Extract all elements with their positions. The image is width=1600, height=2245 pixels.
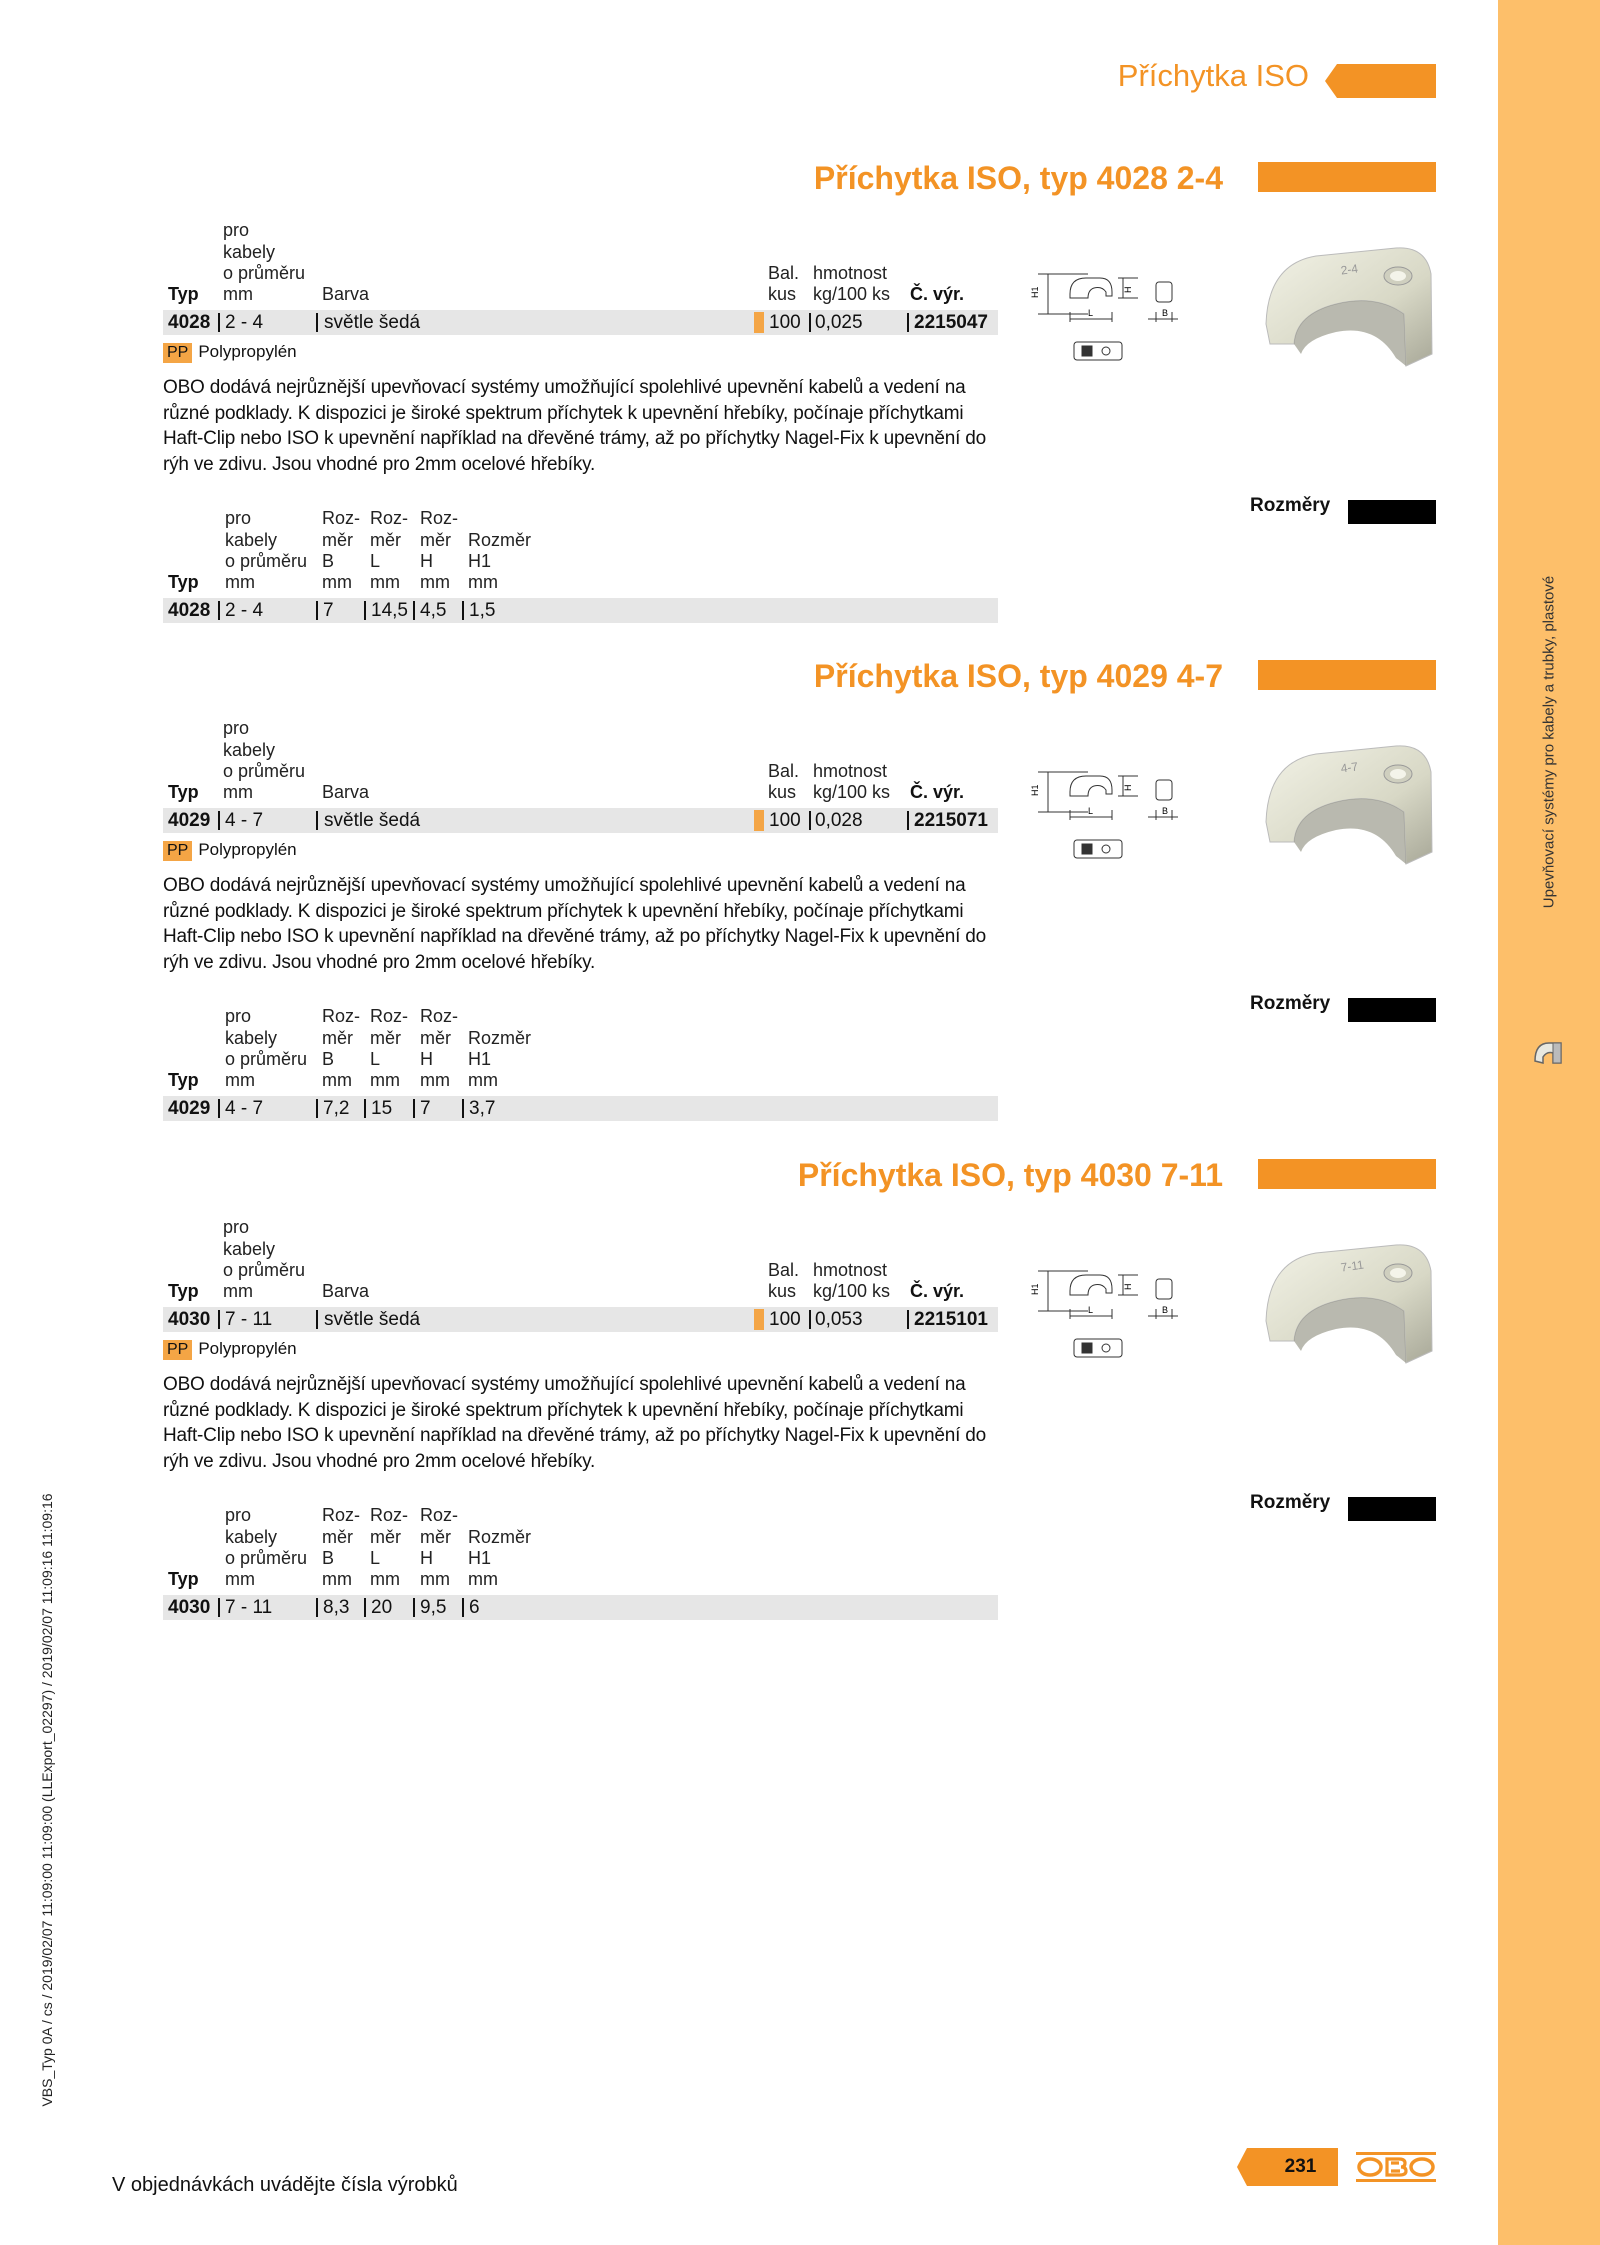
section-title: Příchytka ISO, typ 4028 2-4 (813, 160, 1223, 196)
dim-col-h1-1: Rozměr (468, 529, 532, 550)
rozmery-bar (1348, 1497, 1436, 1521)
table-row (163, 1307, 998, 1332)
col-hmotnost-2: kg/100 ks (813, 782, 891, 802)
dim-col-l-3: L (370, 551, 381, 571)
dim-col-pro-4: mm (225, 572, 255, 592)
col-pro-kabely-3: o průměru (223, 263, 306, 283)
dim-col-h-3: H (420, 1548, 433, 1568)
cell-prumer: 7 - 11 (225, 1309, 273, 1330)
dim-col-pro-1: pro (225, 1006, 252, 1026)
dim-col-h-2: měr (420, 1027, 451, 1048)
dim-cell-h: 9,5 (420, 1597, 447, 1618)
product-section (0, 658, 1498, 1158)
col-pro-kabely-2: kabely (223, 1238, 276, 1259)
col-hmotnost-2: kg/100 ks (813, 1281, 891, 1301)
col-pro-kabely-1: pro (223, 220, 250, 240)
drawing-label-h1: H1 (1030, 286, 1040, 298)
dim-cell-typ: 4028 (168, 600, 211, 621)
col-cislo: Č. výr. (910, 284, 965, 304)
drawing-label-b: B (1162, 806, 1169, 816)
dim-col-pro-2: kabely (225, 1027, 278, 1048)
product-photo (1256, 1241, 1436, 1371)
technical-drawing (1028, 264, 1256, 374)
page-number: 231 (1284, 2156, 1317, 2177)
dim-col-pro-2: kabely (225, 1526, 278, 1547)
cell-barva: světle šedá (324, 312, 421, 333)
cell-hmotnost: 0,028 (815, 810, 863, 831)
dim-col-l-3: L (370, 1548, 381, 1568)
col-pro-kabely-3: o průměru (223, 1260, 306, 1280)
col-pro-kabely-1: pro (223, 1217, 250, 1237)
cell-separator (809, 313, 811, 332)
dim-col-h1-2: H1 (468, 1548, 492, 1568)
cell-separator (809, 1310, 811, 1329)
material-name: Polypropylén (198, 342, 297, 361)
cell-bal: 100 (769, 810, 801, 831)
cell-typ: 4030 (168, 1309, 211, 1330)
material-name: Polypropylén (198, 840, 297, 859)
product-description: OBO dodává nejrůznější upevňovací systémy umožňující spolehlivé upevnění kabelů a vedení na různé podklady. K dispozici je široké spektrum příchytek k upevnění hřebíky, počínaje příchytkami Haft-Clip nebo ISO k upevnění například na dřevěné trámy, až po příchytky Nagel-Fix k upevnění do rýh ve zdivu. Jsou vhodné pro 2mm ocelové hřebíky. (163, 1374, 987, 1472)
material-badge: PP (163, 343, 192, 363)
col-bal-1: Bal. (768, 263, 800, 283)
drawing-label-h: H (1123, 1283, 1133, 1290)
dim-col-l-1: Roz- (370, 1006, 409, 1026)
cell-bal: 100 (769, 1309, 801, 1330)
dim-col-b-4: mm (322, 1070, 352, 1090)
product-section (0, 1157, 1498, 1657)
material-line (163, 1339, 297, 1360)
dim-col-l-1: Roz- (370, 1505, 409, 1525)
cell-separator (218, 1598, 220, 1617)
material-line (163, 342, 297, 363)
col-hmotnost-1: hmotnost (813, 1260, 888, 1280)
dim-col-pro-3: o průměru (225, 551, 308, 571)
cell-separator-accent (754, 810, 764, 831)
cell-separator (462, 1099, 464, 1118)
col-pro-kabely-1: pro (223, 718, 250, 738)
cell-separator (316, 1310, 318, 1329)
col-bal-2: kus (768, 284, 797, 304)
photo-marking: 4-7 (1339, 759, 1359, 776)
dim-col-b-3: B (322, 1049, 335, 1069)
dim-cell-l: 15 (371, 1098, 393, 1119)
col-bal-1: Bal. (768, 761, 800, 781)
dim-cell-prumer: 4 - 7 (225, 1098, 264, 1119)
cell-separator (218, 811, 220, 830)
dim-col-l-4: mm (370, 572, 400, 592)
cell-separator (218, 1310, 220, 1329)
dim-col-h1-3: mm (468, 572, 498, 592)
table-row (163, 1595, 998, 1620)
dim-col-h-4: mm (420, 1569, 450, 1589)
col-typ: Typ (168, 1281, 199, 1301)
cell-separator (364, 1598, 366, 1617)
header-tab (1325, 64, 1436, 98)
obo-logo (1356, 2152, 1436, 2182)
dim-col-b-1: Roz- (322, 508, 361, 528)
product-table (163, 718, 998, 838)
drawing-label-b: B (1162, 308, 1169, 318)
col-pro-kabely-2: kabely (223, 739, 276, 760)
col-bal-2: kus (768, 782, 797, 802)
dim-col-b-4: mm (322, 572, 352, 592)
cell-separator-accent (754, 1309, 764, 1330)
cell-barva: světle šedá (324, 810, 421, 831)
cell-barva: světle šedá (324, 1309, 421, 1330)
dim-cell-l: 20 (371, 1597, 393, 1618)
col-barva: Barva (322, 1281, 370, 1301)
print-meta: VBS_Typ 0A / cs / 2019/02/07 11:09:00 11:09:00 (LLExport_02297) / 2019/02/07 11:09:16 11:09:16 (39, 1493, 55, 2107)
dim-col-h-1: Roz- (420, 508, 459, 528)
dim-col-b-2: měr (322, 1526, 353, 1547)
product-table (163, 220, 998, 340)
table-row (163, 808, 998, 833)
col-hmotnost-1: hmotnost (813, 263, 888, 283)
dim-cell-typ: 4029 (168, 1098, 211, 1119)
dim-col-pro-4: mm (225, 1569, 255, 1589)
col-hmotnost-2: kg/100 ks (813, 284, 891, 304)
dim-col-h-4: mm (420, 572, 450, 592)
cell-typ: 4028 (168, 312, 211, 333)
col-pro-kabely-4: mm (223, 782, 253, 802)
dim-col-h-2: měr (420, 529, 451, 550)
dim-col-typ: Typ (168, 572, 199, 592)
col-pro-kabely-3: o průměru (223, 761, 306, 781)
rozmery-bar (1348, 500, 1436, 524)
cell-cislo: 2215047 (914, 312, 988, 333)
section-title: Příchytka ISO, typ 4030 7-11 (797, 1157, 1223, 1193)
cell-separator (462, 601, 464, 620)
cell-separator (218, 1099, 220, 1118)
cell-separator (218, 313, 220, 332)
dim-col-typ: Typ (168, 1569, 199, 1589)
dim-col-h-1: Roz- (420, 1006, 459, 1026)
dim-cell-b: 7,2 (323, 1098, 350, 1119)
side-category-label: Upevňovací systémy pro kabely a trubky, plastové (1540, 575, 1558, 909)
table-row (163, 310, 998, 335)
dim-cell-prumer: 7 - 11 (225, 1597, 273, 1618)
rozmery-label: Rozměry (1250, 993, 1331, 1014)
dim-col-l-3: L (370, 1049, 381, 1069)
cell-separator (907, 1310, 909, 1329)
product-table (163, 1217, 998, 1337)
col-pro-kabely-4: mm (223, 284, 253, 304)
clip-icon (1531, 1037, 1565, 1071)
dim-col-pro-3: o průměru (225, 1548, 308, 1568)
cell-separator (462, 1598, 464, 1617)
dim-col-pro-1: pro (225, 508, 252, 528)
col-cislo: Č. výr. (910, 1281, 965, 1301)
dim-col-h-4: mm (420, 1070, 450, 1090)
dimensions-table (163, 1505, 998, 1625)
dim-col-l-4: mm (370, 1569, 400, 1589)
col-pro-kabely-2: kabely (223, 241, 276, 262)
cell-separator (316, 601, 318, 620)
material-badge: PP (163, 1340, 192, 1360)
dim-col-b-2: měr (322, 529, 353, 550)
dimensions-table (163, 1006, 998, 1126)
dim-col-l-4: mm (370, 1070, 400, 1090)
drawing-label-h1: H1 (1030, 1283, 1040, 1295)
dim-col-typ: Typ (168, 1070, 199, 1090)
technical-drawing (1028, 1261, 1256, 1371)
dim-col-l-2: měr (370, 1526, 401, 1547)
col-pro-kabely-4: mm (223, 1281, 253, 1301)
product-description: OBO dodává nejrůznější upevňovací systémy umožňující spolehlivé upevnění kabelů a vedení na různé podklady. K dispozici je široké spektrum příchytek k upevnění hřebíky, počínaje příchytkami Haft-Clip nebo ISO k upevnění například na dřevěné trámy, až po příchytky Nagel-Fix k upevnění do rýh ve zdivu. Jsou vhodné pro 2mm ocelové hřebíky. (163, 377, 987, 475)
cell-hmotnost: 0,025 (815, 312, 863, 333)
table-row (163, 598, 998, 623)
drawing-label-b: B (1162, 1305, 1169, 1315)
material-badge: PP (163, 841, 192, 861)
cell-separator (413, 601, 415, 620)
dim-col-pro-3: o průměru (225, 1049, 308, 1069)
cell-separator (364, 601, 366, 620)
col-bal-1: Bal. (768, 1260, 800, 1280)
drawing-label-h: H (1123, 784, 1133, 791)
cell-separator (809, 811, 811, 830)
dim-col-h-1: Roz- (420, 1505, 459, 1525)
photo-marking: 7-11 (1339, 1257, 1365, 1275)
dim-cell-prumer: 2 - 4 (225, 600, 264, 621)
cell-separator (364, 1099, 366, 1118)
dim-col-b-4: mm (322, 1569, 352, 1589)
cell-separator (413, 1099, 415, 1118)
cell-typ: 4029 (168, 810, 211, 831)
cell-separator (316, 811, 318, 830)
dim-col-h1-2: H1 (468, 1049, 492, 1069)
dim-cell-typ: 4030 (168, 1597, 211, 1618)
col-hmotnost-1: hmotnost (813, 761, 888, 781)
dim-col-h-3: H (420, 1049, 433, 1069)
dim-cell-h1: 1,5 (469, 600, 496, 621)
dim-cell-b: 7 (323, 600, 334, 621)
dim-cell-h: 7 (420, 1098, 431, 1119)
col-typ: Typ (168, 782, 199, 802)
material-line (163, 840, 297, 861)
product-photo (1256, 742, 1436, 872)
cell-prumer: 4 - 7 (225, 810, 264, 831)
drawing-label-l: L (1088, 308, 1094, 318)
drawing-label-l: L (1088, 1305, 1094, 1315)
product-photo (1256, 244, 1436, 374)
dim-col-h-2: měr (420, 1526, 451, 1547)
cell-separator (413, 1598, 415, 1617)
dim-cell-h1: 6 (469, 1597, 480, 1618)
dim-col-h1-1: Rozměr (468, 1027, 532, 1048)
drawing-label-h1: H1 (1030, 784, 1040, 796)
drawing-label-h: H (1123, 286, 1133, 293)
col-cislo: Č. výr. (910, 782, 965, 802)
photo-marking: 2-4 (1339, 261, 1359, 278)
dim-col-pro-2: kabely (225, 529, 278, 550)
section-title-bar (1258, 660, 1436, 690)
section-title-bar (1258, 162, 1436, 192)
footer-note: V objednávkách uvádějte čísla výrobků (112, 2174, 458, 2196)
cell-bal: 100 (769, 312, 801, 333)
dim-col-b-3: B (322, 551, 335, 571)
page-header-title: Příchytka ISO (1117, 58, 1309, 93)
dim-cell-h: 4,5 (420, 600, 447, 621)
product-description: OBO dodává nejrůznější upevňovací systémy umožňující spolehlivé upevnění kabelů a vedení na různé podklady. K dispozici je široké spektrum příchytek k upevnění hřebíky, počínaje příchytkami Haft-Clip nebo ISO k upevnění například na dřevěné trámy, až po příchytky Nagel-Fix k upevnění do rýh ve zdivu. Jsou vhodné pro 2mm ocelové hřebíky. (163, 875, 987, 973)
drawing-label-l: L (1088, 806, 1094, 816)
cell-cislo: 2215101 (914, 1309, 988, 1330)
material-name: Polypropylén (198, 1339, 297, 1358)
product-section (0, 160, 1498, 660)
rozmery-bar (1348, 998, 1436, 1022)
dim-col-h-3: H (420, 551, 433, 571)
dim-col-b-3: B (322, 1548, 335, 1568)
dim-col-pro-4: mm (225, 1070, 255, 1090)
dim-cell-b: 8,3 (323, 1597, 350, 1618)
dim-col-l-2: měr (370, 529, 401, 550)
dim-cell-h1: 3,7 (469, 1098, 496, 1119)
section-title-bar (1258, 1159, 1436, 1189)
dim-col-h1-3: mm (468, 1070, 498, 1090)
dim-col-h1-2: H1 (468, 551, 492, 571)
cell-separator (316, 313, 318, 332)
dim-col-h1-1: Rozměr (468, 1526, 532, 1547)
cell-separator (316, 1598, 318, 1617)
dim-col-l-1: Roz- (370, 508, 409, 528)
dim-col-b-1: Roz- (322, 1505, 361, 1525)
rozmery-label: Rozměry (1250, 1492, 1331, 1513)
dim-cell-l: 14,5 (371, 600, 408, 621)
col-barva: Barva (322, 782, 370, 802)
cell-cislo: 2215071 (914, 810, 988, 831)
side-bar (1498, 0, 1600, 2245)
col-typ: Typ (168, 284, 199, 304)
technical-drawing (1028, 762, 1256, 872)
dimensions-table (163, 508, 998, 628)
dim-col-b-2: měr (322, 1027, 353, 1048)
col-bal-2: kus (768, 1281, 797, 1301)
cell-separator (316, 1099, 318, 1118)
dim-col-l-2: měr (370, 1027, 401, 1048)
cell-separator-accent (754, 312, 764, 333)
dim-col-pro-1: pro (225, 1505, 252, 1525)
cell-prumer: 2 - 4 (225, 312, 264, 333)
cell-separator (907, 313, 909, 332)
cell-separator (907, 811, 909, 830)
cell-hmotnost: 0,053 (815, 1309, 863, 1330)
dim-col-b-1: Roz- (322, 1006, 361, 1026)
table-row (163, 1096, 998, 1121)
section-title: Příchytka ISO, typ 4029 4-7 (813, 658, 1223, 694)
rozmery-label: Rozměry (1250, 495, 1331, 516)
dim-col-h1-3: mm (468, 1569, 498, 1589)
col-barva: Barva (322, 284, 370, 304)
cell-separator (218, 601, 220, 620)
